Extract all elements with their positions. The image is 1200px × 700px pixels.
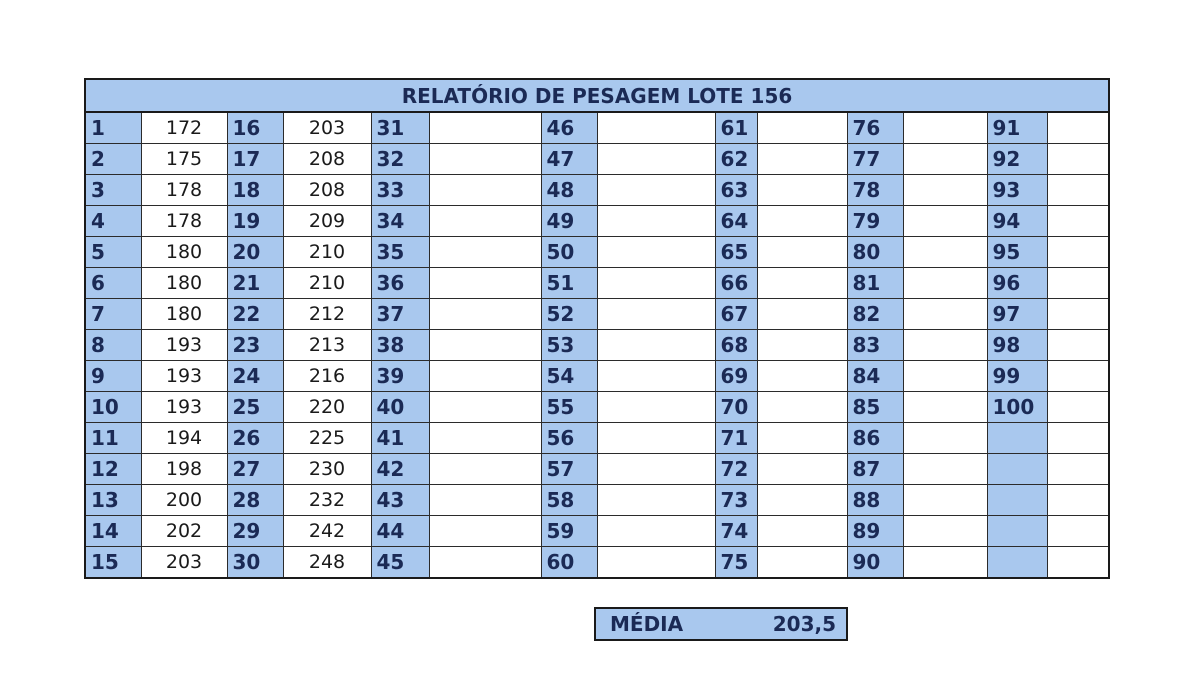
- weight-value-cell: 203: [283, 112, 371, 144]
- animal-number-cell: [987, 423, 1047, 454]
- weight-value-cell: [1047, 547, 1109, 579]
- weight-value-cell: [757, 454, 847, 485]
- weight-value-cell: [903, 237, 987, 268]
- animal-number-cell: [987, 516, 1047, 547]
- table-row: [85, 206, 1109, 237]
- animal-number-cell: 91: [987, 112, 1047, 144]
- table-row: [85, 423, 1109, 454]
- animal-number-cell: 63: [715, 175, 757, 206]
- animal-number-cell: 55: [541, 392, 597, 423]
- weight-value-cell: [429, 175, 541, 206]
- animal-number-cell: 46: [541, 112, 597, 144]
- animal-number-cell: 10: [85, 392, 141, 423]
- weight-value-cell: [429, 330, 541, 361]
- weight-value-cell: [1047, 299, 1109, 330]
- animal-number-cell: 70: [715, 392, 757, 423]
- weight-value-cell: [597, 144, 715, 175]
- weight-value-cell: [1047, 206, 1109, 237]
- weight-value-cell: [757, 392, 847, 423]
- weight-value-cell: [1047, 485, 1109, 516]
- animal-number-cell: 4: [85, 206, 141, 237]
- animal-number-cell: 54: [541, 361, 597, 392]
- animal-number-cell: 29: [227, 516, 283, 547]
- weight-value-cell: 200: [141, 485, 227, 516]
- animal-number-cell: 15: [85, 547, 141, 579]
- animal-number-cell: 42: [371, 454, 429, 485]
- title-row: [85, 79, 1109, 112]
- weight-value-cell: [429, 423, 541, 454]
- animal-number-cell: 44: [371, 516, 429, 547]
- weight-value-cell: [757, 516, 847, 547]
- weight-value-cell: [757, 268, 847, 299]
- weight-value-cell: 230: [283, 454, 371, 485]
- animal-number-cell: 99: [987, 361, 1047, 392]
- animal-number-cell: 27: [227, 454, 283, 485]
- weight-value-cell: [1047, 423, 1109, 454]
- animal-number-cell: 18: [227, 175, 283, 206]
- weight-value-cell: [903, 423, 987, 454]
- weight-value-cell: [597, 392, 715, 423]
- weight-value-cell: [1047, 516, 1109, 547]
- table-row: [85, 454, 1109, 485]
- weighing-report-table: [84, 78, 1110, 579]
- weight-value-cell: [903, 454, 987, 485]
- weight-value-cell: [1047, 392, 1109, 423]
- weight-value-cell: [429, 268, 541, 299]
- animal-number-cell: 93: [987, 175, 1047, 206]
- animal-number-cell: 50: [541, 237, 597, 268]
- weight-value-cell: 175: [141, 144, 227, 175]
- weight-value-cell: [757, 485, 847, 516]
- animal-number-cell: 17: [227, 144, 283, 175]
- weight-value-cell: 216: [283, 361, 371, 392]
- animal-number-cell: 37: [371, 299, 429, 330]
- animal-number-cell: 98: [987, 330, 1047, 361]
- animal-number-cell: 60: [541, 547, 597, 579]
- animal-number-cell: 40: [371, 392, 429, 423]
- weight-value-cell: [597, 330, 715, 361]
- animal-number-cell: 32: [371, 144, 429, 175]
- animal-number-cell: 53: [541, 330, 597, 361]
- animal-number-cell: 7: [85, 299, 141, 330]
- weight-value-cell: 172: [141, 112, 227, 144]
- weight-value-cell: [757, 361, 847, 392]
- weight-value-cell: [429, 392, 541, 423]
- weight-value-cell: 193: [141, 361, 227, 392]
- animal-number-cell: 21: [227, 268, 283, 299]
- weight-value-cell: 194: [141, 423, 227, 454]
- weight-value-cell: [903, 175, 987, 206]
- weight-value-cell: [903, 485, 987, 516]
- weight-value-cell: [1047, 268, 1109, 299]
- animal-number-cell: 23: [227, 330, 283, 361]
- weight-value-cell: [429, 454, 541, 485]
- weight-value-cell: [597, 175, 715, 206]
- animal-number-cell: 12: [85, 454, 141, 485]
- weight-value-cell: 178: [141, 175, 227, 206]
- animal-number-cell: 88: [847, 485, 903, 516]
- animal-number-cell: 66: [715, 268, 757, 299]
- animal-number-cell: 86: [847, 423, 903, 454]
- animal-number-cell: 26: [227, 423, 283, 454]
- weight-value-cell: 203: [141, 547, 227, 579]
- weight-value-cell: [757, 423, 847, 454]
- animal-number-cell: 25: [227, 392, 283, 423]
- animal-number-cell: 39: [371, 361, 429, 392]
- animal-number-cell: 5: [85, 237, 141, 268]
- table-row: [85, 237, 1109, 268]
- weight-value-cell: [429, 516, 541, 547]
- weight-value-cell: 202: [141, 516, 227, 547]
- animal-number-cell: 89: [847, 516, 903, 547]
- weight-value-cell: [597, 516, 715, 547]
- animal-number-cell: [987, 547, 1047, 579]
- animal-number-cell: 69: [715, 361, 757, 392]
- animal-number-cell: 62: [715, 144, 757, 175]
- animal-number-cell: 45: [371, 547, 429, 579]
- animal-number-cell: 11: [85, 423, 141, 454]
- weight-value-cell: [903, 392, 987, 423]
- animal-number-cell: 30: [227, 547, 283, 579]
- animal-number-cell: 90: [847, 547, 903, 579]
- weight-value-cell: [903, 206, 987, 237]
- animal-number-cell: 34: [371, 206, 429, 237]
- animal-number-cell: 33: [371, 175, 429, 206]
- weight-value-cell: 242: [283, 516, 371, 547]
- weight-value-cell: [1047, 330, 1109, 361]
- table-row: [85, 547, 1109, 579]
- weight-value-cell: [903, 547, 987, 579]
- animal-number-cell: 22: [227, 299, 283, 330]
- animal-number-cell: 92: [987, 144, 1047, 175]
- animal-number-cell: 13: [85, 485, 141, 516]
- animal-number-cell: 24: [227, 361, 283, 392]
- weight-value-cell: [903, 299, 987, 330]
- animal-number-cell: 77: [847, 144, 903, 175]
- weight-value-cell: [903, 144, 987, 175]
- weight-value-cell: [429, 299, 541, 330]
- animal-number-cell: 9: [85, 361, 141, 392]
- weight-value-cell: [903, 516, 987, 547]
- weight-value-cell: 180: [141, 237, 227, 268]
- report-title: RELATÓRIO DE PESAGEM LOTE 156: [85, 79, 1109, 112]
- weight-value-cell: 232: [283, 485, 371, 516]
- weight-value-cell: 225: [283, 423, 371, 454]
- animal-number-cell: 8: [85, 330, 141, 361]
- average-label: MÉDIA: [610, 612, 684, 636]
- table-row: [85, 485, 1109, 516]
- animal-number-cell: [987, 485, 1047, 516]
- weight-value-cell: [1047, 175, 1109, 206]
- animal-number-cell: 57: [541, 454, 597, 485]
- weight-value-cell: 178: [141, 206, 227, 237]
- weight-value-cell: [1047, 454, 1109, 485]
- animal-number-cell: 16: [227, 112, 283, 144]
- weight-value-cell: [757, 206, 847, 237]
- weight-value-cell: 248: [283, 547, 371, 579]
- animal-number-cell: 64: [715, 206, 757, 237]
- animal-number-cell: 65: [715, 237, 757, 268]
- animal-number-cell: 68: [715, 330, 757, 361]
- animal-number-cell: 51: [541, 268, 597, 299]
- average-box: [594, 607, 848, 641]
- animal-number-cell: 80: [847, 237, 903, 268]
- animal-number-cell: 56: [541, 423, 597, 454]
- table-row: [85, 112, 1109, 144]
- animal-number-cell: 67: [715, 299, 757, 330]
- animal-number-cell: 79: [847, 206, 903, 237]
- animal-number-cell: 95: [987, 237, 1047, 268]
- animal-number-cell: 61: [715, 112, 757, 144]
- weight-value-cell: [757, 299, 847, 330]
- weight-value-cell: [903, 112, 987, 144]
- weight-value-cell: [429, 237, 541, 268]
- weight-value-cell: [757, 175, 847, 206]
- weight-value-cell: [597, 268, 715, 299]
- weight-value-cell: [597, 454, 715, 485]
- weight-value-cell: [597, 112, 715, 144]
- weight-value-cell: [1047, 112, 1109, 144]
- animal-number-cell: 85: [847, 392, 903, 423]
- weight-value-cell: 210: [283, 237, 371, 268]
- table-row: [85, 175, 1109, 206]
- weight-value-cell: [429, 112, 541, 144]
- weight-value-cell: [757, 112, 847, 144]
- weight-value-cell: [757, 547, 847, 579]
- weight-value-cell: [597, 237, 715, 268]
- weight-value-cell: 193: [141, 392, 227, 423]
- animal-number-cell: 84: [847, 361, 903, 392]
- weight-value-cell: [597, 485, 715, 516]
- weight-value-cell: [903, 330, 987, 361]
- animal-number-cell: 81: [847, 268, 903, 299]
- animal-number-cell: 72: [715, 454, 757, 485]
- weight-value-cell: [1047, 237, 1109, 268]
- weight-value-cell: 210: [283, 268, 371, 299]
- animal-number-cell: 38: [371, 330, 429, 361]
- weight-value-cell: [429, 547, 541, 579]
- animal-number-cell: 87: [847, 454, 903, 485]
- weight-value-cell: 198: [141, 454, 227, 485]
- animal-number-cell: 14: [85, 516, 141, 547]
- animal-number-cell: 97: [987, 299, 1047, 330]
- weight-value-cell: [597, 361, 715, 392]
- animal-number-cell: 20: [227, 237, 283, 268]
- weight-value-cell: [757, 144, 847, 175]
- animal-number-cell: 59: [541, 516, 597, 547]
- weight-value-cell: [903, 361, 987, 392]
- animal-number-cell: 83: [847, 330, 903, 361]
- animal-number-cell: 41: [371, 423, 429, 454]
- weight-value-cell: [597, 299, 715, 330]
- animal-number-cell: 76: [847, 112, 903, 144]
- animal-number-cell: 47: [541, 144, 597, 175]
- weight-value-cell: 180: [141, 268, 227, 299]
- animal-number-cell: 74: [715, 516, 757, 547]
- table-row: [85, 392, 1109, 423]
- weight-value-cell: 193: [141, 330, 227, 361]
- weight-value-cell: 208: [283, 144, 371, 175]
- weight-value-cell: [757, 237, 847, 268]
- average-value: 203,5: [772, 612, 836, 636]
- animal-number-cell: 49: [541, 206, 597, 237]
- animal-number-cell: 3: [85, 175, 141, 206]
- weight-value-cell: [597, 423, 715, 454]
- weight-value-cell: [429, 361, 541, 392]
- table-row: [85, 516, 1109, 547]
- weight-value-cell: [429, 206, 541, 237]
- weight-value-cell: [597, 206, 715, 237]
- weight-value-cell: [429, 144, 541, 175]
- animal-number-cell: 73: [715, 485, 757, 516]
- animal-number-cell: 2: [85, 144, 141, 175]
- weight-value-cell: [1047, 144, 1109, 175]
- table-row: [85, 268, 1109, 299]
- animal-number-cell: 75: [715, 547, 757, 579]
- weight-value-cell: [597, 547, 715, 579]
- animal-number-cell: 58: [541, 485, 597, 516]
- animal-number-cell: 48: [541, 175, 597, 206]
- animal-number-cell: 43: [371, 485, 429, 516]
- animal-number-cell: 6: [85, 268, 141, 299]
- weight-value-cell: 208: [283, 175, 371, 206]
- weight-value-cell: 180: [141, 299, 227, 330]
- animal-number-cell: 31: [371, 112, 429, 144]
- animal-number-cell: 1: [85, 112, 141, 144]
- animal-number-cell: 19: [227, 206, 283, 237]
- animal-number-cell: 28: [227, 485, 283, 516]
- weight-value-cell: [757, 330, 847, 361]
- animal-number-cell: 100: [987, 392, 1047, 423]
- weight-value-cell: 213: [283, 330, 371, 361]
- table-row: [85, 330, 1109, 361]
- weight-value-cell: 220: [283, 392, 371, 423]
- animal-number-cell: 52: [541, 299, 597, 330]
- weight-value-cell: 209: [283, 206, 371, 237]
- table-row: [85, 361, 1109, 392]
- animal-number-cell: 35: [371, 237, 429, 268]
- animal-number-cell: 78: [847, 175, 903, 206]
- animal-number-cell: 94: [987, 206, 1047, 237]
- animal-number-cell: 71: [715, 423, 757, 454]
- weight-value-cell: [1047, 361, 1109, 392]
- weight-value-cell: 212: [283, 299, 371, 330]
- weight-value-cell: [903, 268, 987, 299]
- table-row: [85, 299, 1109, 330]
- animal-number-cell: 96: [987, 268, 1047, 299]
- animal-number-cell: 36: [371, 268, 429, 299]
- animal-number-cell: 82: [847, 299, 903, 330]
- table-row: [85, 144, 1109, 175]
- weight-value-cell: [429, 485, 541, 516]
- animal-number-cell: [987, 454, 1047, 485]
